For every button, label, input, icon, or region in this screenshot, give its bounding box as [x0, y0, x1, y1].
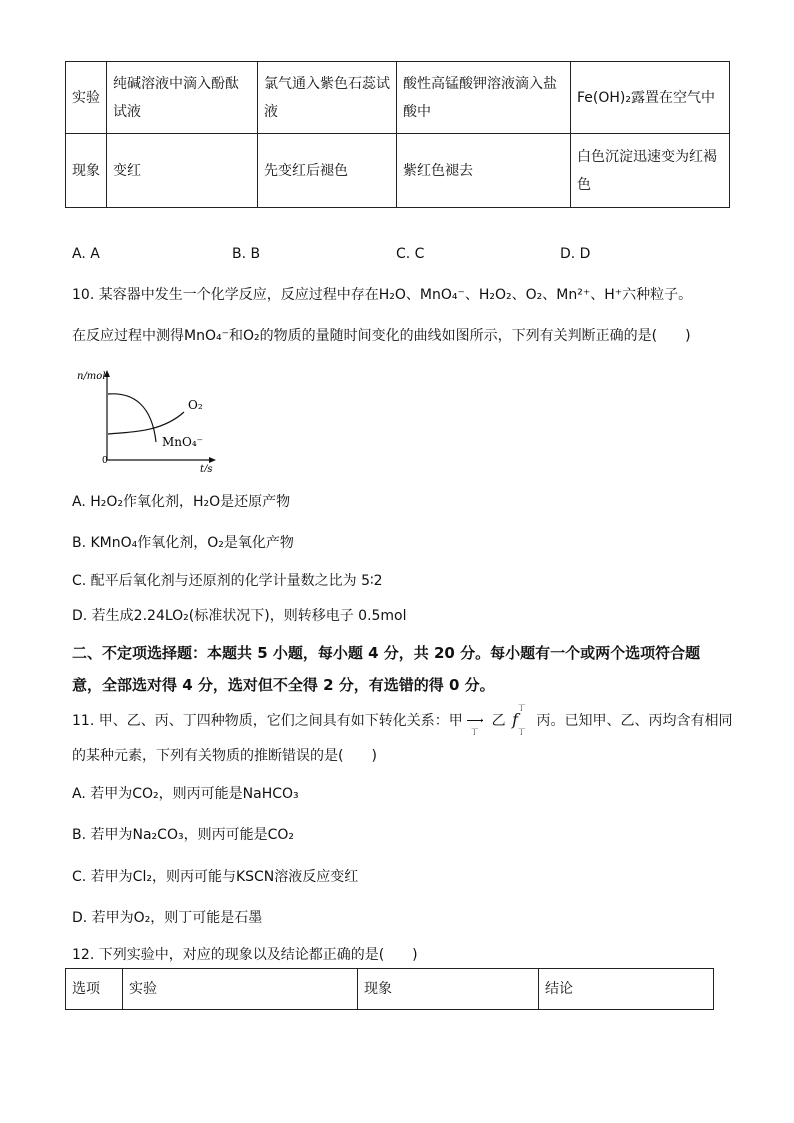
o2-curve: [108, 412, 184, 434]
header-experiment: 实验: [123, 969, 358, 1010]
table-row: [66, 62, 730, 134]
option-c[interactable]: C. C: [396, 246, 425, 262]
section2-heading-line2: 意，全部选对得 4 分，选对但不全得 2 分，有选错的得 0 分。: [72, 676, 495, 694]
cell: 白色沉淀迅速变为红褐色: [571, 134, 730, 208]
row-head-experiment: 实验: [66, 62, 107, 134]
cell: 氯气通入紫色石蕊试液: [258, 62, 397, 134]
mno4-curve: [108, 394, 156, 442]
q12-table: [65, 968, 714, 1010]
table-header-row: [66, 969, 714, 1010]
q11-option-d[interactable]: D. 若甲为O₂，则丁可能是石墨: [72, 910, 263, 926]
graph-ylabel: n/mol: [77, 371, 106, 382]
cell: 酸性高锰酸钾溶液滴入盐酸中: [397, 62, 571, 134]
q10-stem-line1: 10. 某容器中发生一个化学反应，反应过程中存在H₂O、MnO₄⁻、H₂O₂、O₂、Mn²⁺、H⁺六种粒子。: [72, 287, 693, 303]
cell: 先变红后褪色: [258, 134, 397, 208]
header-conclusion: 结论: [539, 969, 714, 1010]
cell: 变红: [107, 134, 258, 208]
q10-stem-line2: 在反应过程中测得MnO₄⁻和O₂的物质的量随时间变化的曲线如图所示，下列有关判断正确的是( ): [72, 328, 691, 344]
header-phenomenon: 现象: [358, 969, 539, 1010]
q11-text-a: 11. 甲、乙、丙、丁四种物质，它们之间具有如下转化关系：甲: [72, 713, 463, 729]
cell: Fe(OH)₂露置在空气中: [571, 62, 730, 134]
q10-option-a[interactable]: A. H₂O₂作氧化剂，H₂O是还原产物: [72, 494, 291, 510]
graph-origin: 0: [102, 456, 108, 466]
label-o2: O₂: [188, 398, 203, 412]
q10-graph: [72, 366, 222, 472]
row-head-phenomenon: 现象: [66, 134, 107, 208]
q11-arrow-2: f 丁 丁: [512, 704, 526, 736]
q11-option-b[interactable]: B. 若甲为Na₂CO₃，则丙可能是CO₂: [72, 827, 294, 843]
q11-arrow-1: › 丁: [467, 714, 487, 728]
q10-option-c[interactable]: C. 配平后氧化剂与还原剂的化学计量数之比为 5∶2: [72, 573, 383, 589]
cell: 纯碱溶液中滴入酚酞试液: [107, 62, 258, 134]
q12-stem: 12. 下列实验中，对应的现象以及结论都正确的是( ): [72, 947, 418, 963]
arrow-label: 丁: [471, 728, 479, 736]
table-row: [66, 134, 730, 208]
q11-option-a[interactable]: A. 若甲为CO₂，则丙可能是NaHCO₃: [72, 786, 299, 802]
arrow-label: 丁: [518, 704, 526, 712]
experiment-table: [65, 61, 730, 208]
q11-option-c[interactable]: C. 若甲为Cl₂，则丙可能与KSCN溶液反应变红: [72, 869, 359, 885]
q11-text-b: 乙: [491, 713, 506, 729]
cell: 紫红色褪去: [397, 134, 571, 208]
header-option: 选项: [66, 969, 123, 1010]
q11-stem-line1: [72, 704, 733, 736]
label-mno4: MnO₄⁻: [162, 435, 203, 449]
graph-xlabel: t/s: [200, 464, 213, 472]
arrow-label: 丁: [518, 728, 526, 736]
option-a[interactable]: A. A: [72, 246, 100, 262]
option-d[interactable]: D. D: [560, 246, 591, 262]
q11-text-c: 丙。已知甲、乙、丙均含有相同: [536, 713, 733, 729]
q11-stem-line2: 的某种元素，下列有关物质的推断错误的是( ): [72, 748, 377, 764]
q10-option-d[interactable]: D. 若生成2.24LO₂(标准状况下)，则转移电子 0.5mol: [72, 608, 407, 624]
section2-heading-line1: 二、不定项选择题：本题共 5 小题，每小题 4 分，共 20 分。每小题有一个或两个选项符合题: [72, 644, 701, 662]
option-b[interactable]: B. B: [232, 246, 261, 262]
q10-option-b[interactable]: B. KMnO₄作氧化剂，O₂是氧化产物: [72, 535, 294, 551]
